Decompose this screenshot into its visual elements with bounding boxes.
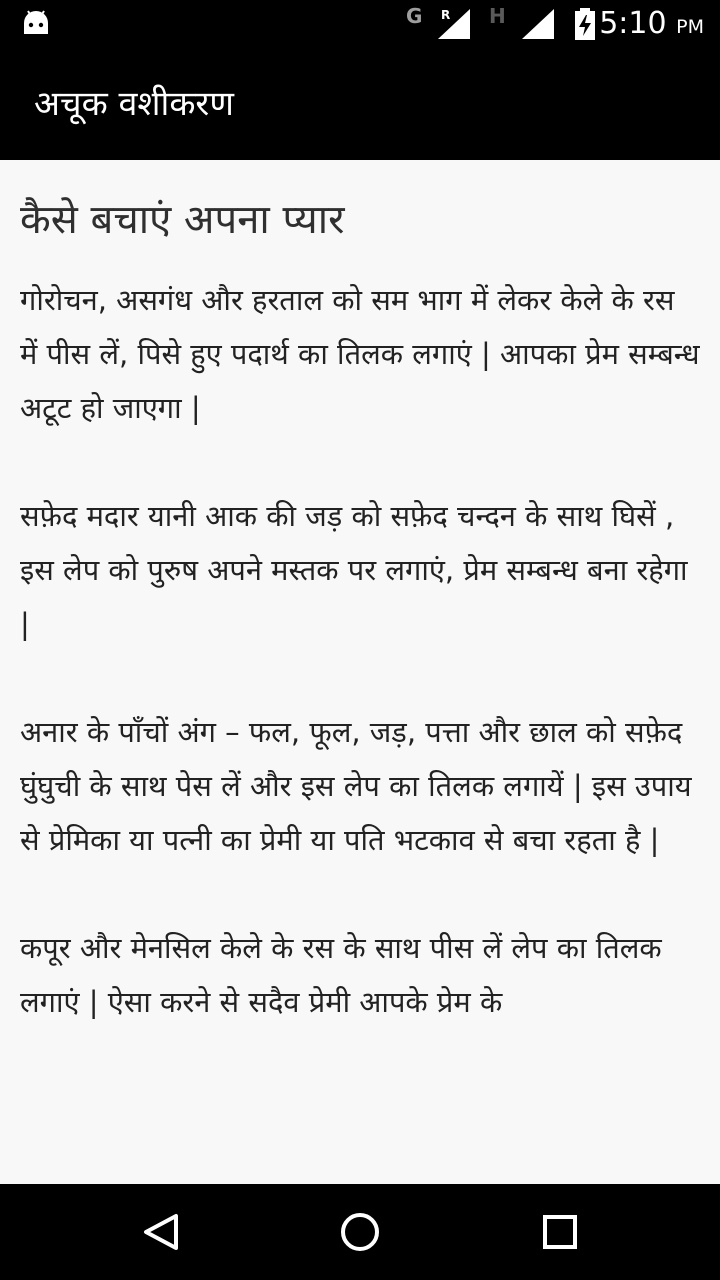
signal-roaming-icon xyxy=(438,9,470,39)
article-paragraph: सफ़ेद मदार यानी आक की जड़ को सफ़ेद चन्दन के साथ घिसें , इस लेप को पुरुष अपने मस्तक पर लगाएं, प्रेम सम्बन्ध बना रहेगा | xyxy=(20,499,688,641)
article-content[interactable] xyxy=(0,160,720,1184)
network-type-g: G xyxy=(406,4,423,28)
recents-icon[interactable] xyxy=(536,1208,584,1256)
article-paragraph: गोरोचन, असगंध और हरताल को सम भाग में लेकर केले के रस में पीस लें, पिसे हुए पदार्थ का तिलक लगाएं | आपका प्रेम सम्बन्ध अटूट हो जाएगा | xyxy=(20,283,700,425)
clock-ampm: PM xyxy=(676,16,704,38)
home-icon[interactable] xyxy=(336,1208,384,1256)
android-icon xyxy=(22,10,50,36)
article-paragraph: अनार के पाँचों अंग – फल, फूल, जड़, पत्ता और छाल को सफ़ेद घुंघुची के साथ पेस लें और इस लेप का तिलक लगायें | इस उपाय से प्रेमिका या पत्नी का प्रेमी या पति भटकाव से बचा रहता है | xyxy=(20,715,692,857)
navigation-bar xyxy=(0,1184,720,1280)
battery-charging-icon xyxy=(574,8,596,40)
clock xyxy=(599,6,704,41)
clock-time: 5:10 xyxy=(599,6,667,41)
app-title: अचूक वशीकरण xyxy=(34,84,234,124)
network-type-h: H xyxy=(489,4,506,28)
app-bar xyxy=(0,48,720,160)
roaming-indicator: R xyxy=(441,8,451,22)
article-paragraph: कपूर और मेनसिल केले के रस के साथ पीस लें लेप का तिलक लगाएं | ऐसा करने से सदैव प्रेमी आपके प्रेम के xyxy=(20,931,662,1019)
signal-icon xyxy=(522,9,554,39)
article-heading: कैसे बचाएं अपना प्यार xyxy=(20,197,345,243)
article-body xyxy=(20,273,700,1083)
back-icon[interactable] xyxy=(136,1208,184,1256)
status-bar xyxy=(0,0,720,48)
